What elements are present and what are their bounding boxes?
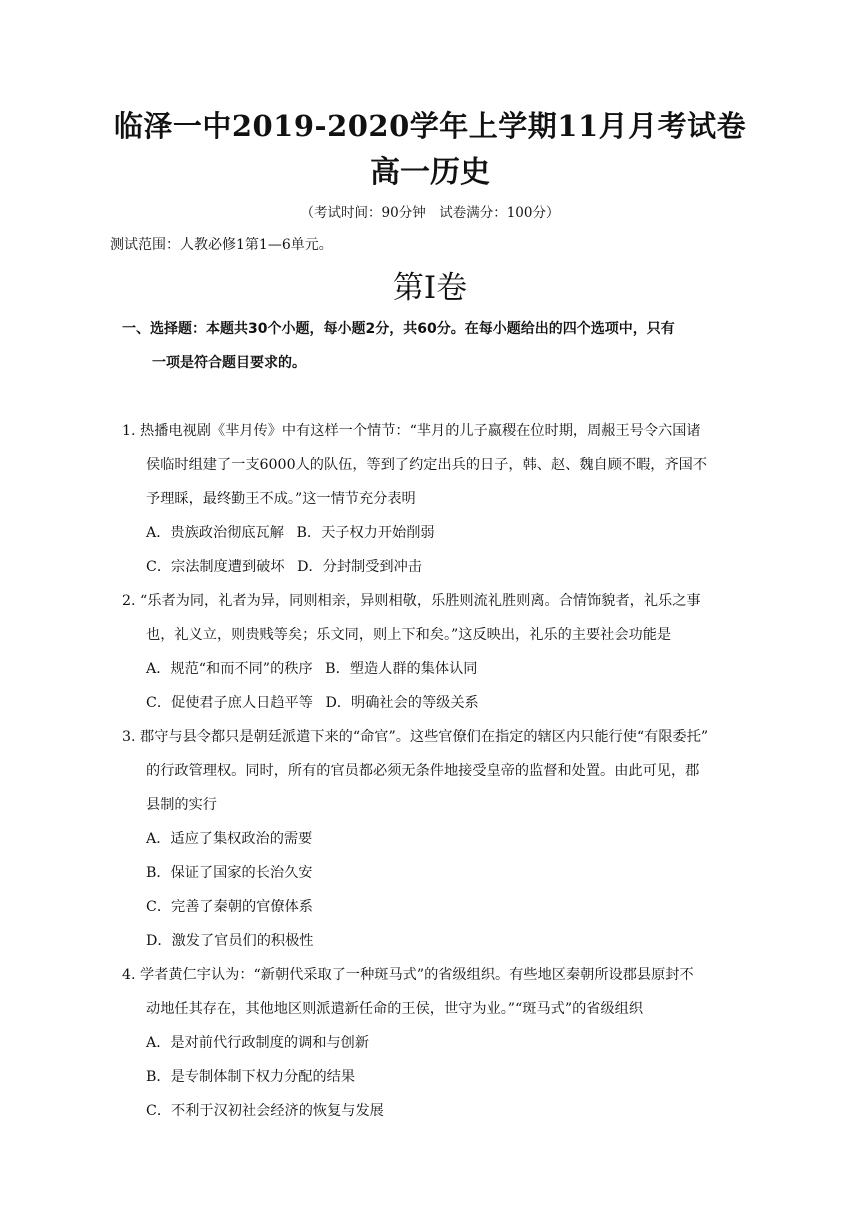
question-4-line-1: 4. 学者黄仁宇认为：“新朝代采取了一种斑马式”的省级组织。有些地区秦朝所设郡县原封不 [122, 967, 694, 983]
question-2-option-c[interactable]: C．促使君子庶人日趋平等 [146, 695, 313, 711]
question-2-options-row-1 [146, 652, 477, 686]
question-1-options-row-1 [146, 516, 435, 550]
subject-title: 高一历史 [370, 155, 490, 190]
question-4-line-2: 动地任其存在，其他地区则派遣新任命的王侯，世守为业。”“斑马式”的省级组织 [146, 1001, 644, 1017]
question-2-option-b[interactable]: B．塑造人群的集体认同 [325, 661, 478, 677]
question-4-option-b[interactable]: B．是专制体制下权力分配的结果 [146, 1069, 356, 1085]
question-3-option-a[interactable]: A．适应了集权政治的需要 [146, 831, 313, 847]
question-1-line-1: 1. 热播电视剧《芈月传》中有这样一个情节：“芈月的儿子嬴稷在位时期，周赧王号令六国诸 [122, 423, 701, 439]
question-4-option-a[interactable]: A．是对前代行政制度的调和与创新 [146, 1035, 370, 1051]
question-3-option-d[interactable]: D．激发了官员们的积极性 [146, 933, 314, 949]
exam-time-info: （考试时间：90分钟 试卷满分：100分） [300, 205, 560, 221]
section-instructions-line2: 一项是符合题目要求的。 [152, 355, 306, 371]
question-2-options-row-2 [146, 686, 479, 720]
question-3-option-b[interactable]: B．保证了国家的长治久安 [146, 865, 313, 881]
question-4-option-c[interactable]: C．不利于汉初社会经济的恢复与发展 [146, 1103, 384, 1119]
question-1-line-2: 侯临时组建了一支6000人的队伍，等到了约定出兵的日子，韩、赵、魏自顾不暇，齐国不 [146, 457, 708, 473]
question-3-line-2: 的行政管理权。同时，所有的官员都必须无条件地接受皇帝的监督和处置。由此可见，郡 [146, 763, 700, 779]
test-scope: 测试范围：人教必修1第1—6单元。 [110, 237, 333, 253]
question-2-option-d[interactable]: D．明确社会的等级关系 [325, 695, 479, 711]
question-1-option-d[interactable]: D．分封制受到冲击 [297, 559, 422, 575]
section-instructions [122, 312, 752, 380]
section-instructions-line1: 一、选择题：本题共30个小题，每小题2分，共60分。在每小题给出的四个选项中，只有 [122, 321, 675, 337]
question-3-line-3: 县制的实行 [146, 797, 217, 813]
question-1-option-a[interactable]: A．贵族政治彻底瓦解 [146, 525, 284, 541]
question-3-option-c[interactable]: C．完善了秦朝的官僚体系 [146, 899, 313, 915]
question-1-options-row-2 [146, 550, 422, 584]
exam-title: 临泽一中2019-2020学年上学期11月月考试卷 [113, 109, 747, 143]
volume-heading: 第Ⅰ卷 [392, 270, 468, 306]
question-1-line-3: 予理睬，最终勤王不成。”这一情节充分表明 [146, 491, 416, 507]
question-2-option-a[interactable]: A．规范“和而不同”的秩序 [146, 661, 313, 677]
question-2-line-1: 2. “乐者为同，礼者为异，同则相亲，异则相敬，乐胜则流礼胜则离。合情饰貌者，礼乐之事 [122, 593, 701, 609]
question-2-line-2: 也，礼义立，则贵贱等矣；乐文同，则上下和矣。”这反映出，礼乐的主要社会功能是 [146, 627, 672, 643]
question-1-option-b[interactable]: B．天子权力开始削弱 [296, 525, 435, 541]
question-3-line-1: 3. 郡守与县令都只是朝廷派遣下来的“命官”。这些官僚们在指定的辖区内只能行使“有限委托” [122, 729, 709, 745]
question-1-option-c[interactable]: C．宗法制度遭到破坏 [146, 559, 285, 575]
